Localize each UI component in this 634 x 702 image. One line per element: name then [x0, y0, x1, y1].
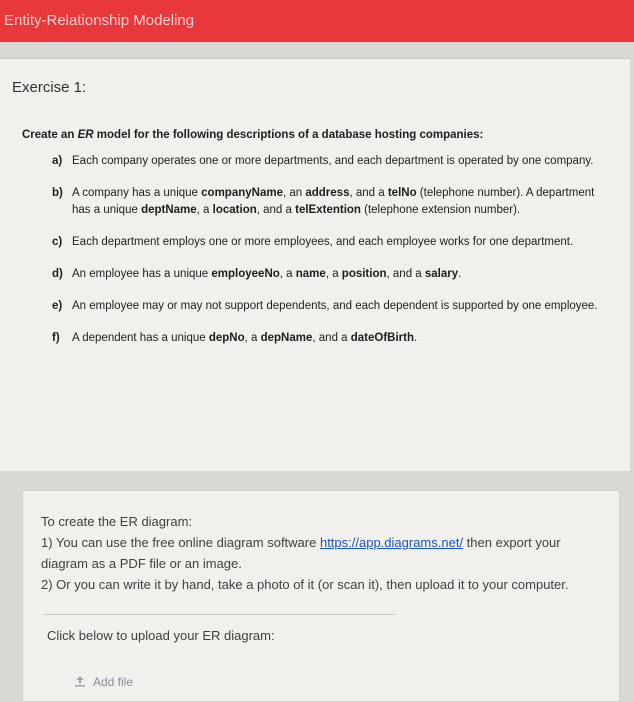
item-text: , a — [244, 332, 261, 344]
item-text: , and a — [386, 268, 425, 280]
attribute-name: dateOfBirth — [350, 332, 415, 344]
attribute-name: position — [341, 268, 387, 280]
upload-icon — [73, 675, 87, 687]
item-text: , and a — [256, 204, 296, 216]
option-1-text-start: 1) You can use the free online diagram software — [41, 535, 320, 550]
item-text: A company has a unique — [72, 187, 202, 199]
attribute-name: name — [295, 268, 326, 280]
attribute-name: salary — [424, 268, 459, 280]
option-1-text-end: then export your diagram as a PDF file or an image. — [41, 535, 561, 571]
page-title: Entity-Relationship Modeling — [4, 12, 195, 29]
attribute-name: employeeNo — [211, 268, 280, 280]
item-text: A dependent has a unique — [72, 332, 209, 344]
item-text: , a — [325, 268, 342, 280]
item-letter: f) — [52, 332, 60, 344]
item-text: (telephone number). A department has a unique — [72, 187, 595, 216]
item-text: , a — [196, 204, 213, 216]
upload-option-1 — [41, 532, 601, 574]
add-file-label: Add file — [93, 675, 134, 689]
exercise-title: Exercise 1: — [12, 79, 87, 96]
item-text: Each company operates one or more departments, and each department is operated by one company. — [72, 155, 594, 167]
attribute-name: address — [305, 187, 350, 199]
add-file-button[interactable] — [73, 675, 133, 689]
item-text: An employee has a unique — [72, 268, 212, 280]
exercise-intro — [22, 129, 602, 141]
list-item — [22, 266, 602, 283]
item-text: , and a — [312, 332, 351, 344]
item-text: (telephone extension number). — [360, 204, 521, 216]
upload-card — [22, 490, 620, 702]
item-letter: a) — [52, 155, 63, 167]
item-text: , and a — [349, 187, 388, 199]
intro-text-end: model for the following descriptions of a database hosting companies: — [93, 129, 484, 141]
item-text: . — [458, 268, 462, 280]
attribute-name: deptName — [141, 204, 197, 216]
divider — [43, 614, 395, 615]
upload-instructions — [41, 511, 601, 595]
item-text: , an — [282, 187, 306, 199]
intro-text-start: Create an — [22, 129, 78, 141]
list-item — [22, 153, 602, 170]
item-letter: e) — [52, 300, 63, 312]
item-letter: c) — [52, 236, 63, 248]
upload-label: Click below to upload your ER diagram: — [47, 628, 275, 643]
list-item — [22, 185, 602, 219]
exercise-card — [0, 58, 630, 471]
upload-option-2: 2) Or you can write it by hand, take a photo of it (or scan it), then upload it to your computer. — [41, 577, 569, 592]
item-text: . — [414, 332, 418, 344]
intro-er-term: ER — [77, 129, 94, 141]
diagrams-link[interactable]: https://app.diagrams.net/ — [319, 535, 464, 550]
attribute-name: telNo — [387, 187, 417, 199]
item-text: , a — [279, 268, 296, 280]
list-item — [22, 298, 602, 315]
list-item — [22, 234, 602, 251]
item-text: Each department employs one or more employees, and each employee works for one department. — [72, 236, 574, 248]
upload-instructions-heading: To create the ER diagram: — [41, 514, 193, 529]
exercise-body — [22, 129, 602, 362]
header-bar — [0, 0, 634, 42]
list-item — [22, 330, 602, 347]
item-letter: b) — [52, 187, 63, 199]
attribute-name: depNo — [208, 332, 245, 344]
attribute-name: location — [212, 204, 257, 216]
attribute-name: companyName — [201, 187, 283, 199]
item-text: An employee may or may not support dependents, and each dependent is supported by one employee. — [72, 300, 598, 312]
exercise-items — [22, 153, 602, 347]
attribute-name: telExtention — [295, 204, 361, 216]
item-letter: d) — [52, 268, 63, 280]
attribute-name: depName — [260, 332, 313, 344]
